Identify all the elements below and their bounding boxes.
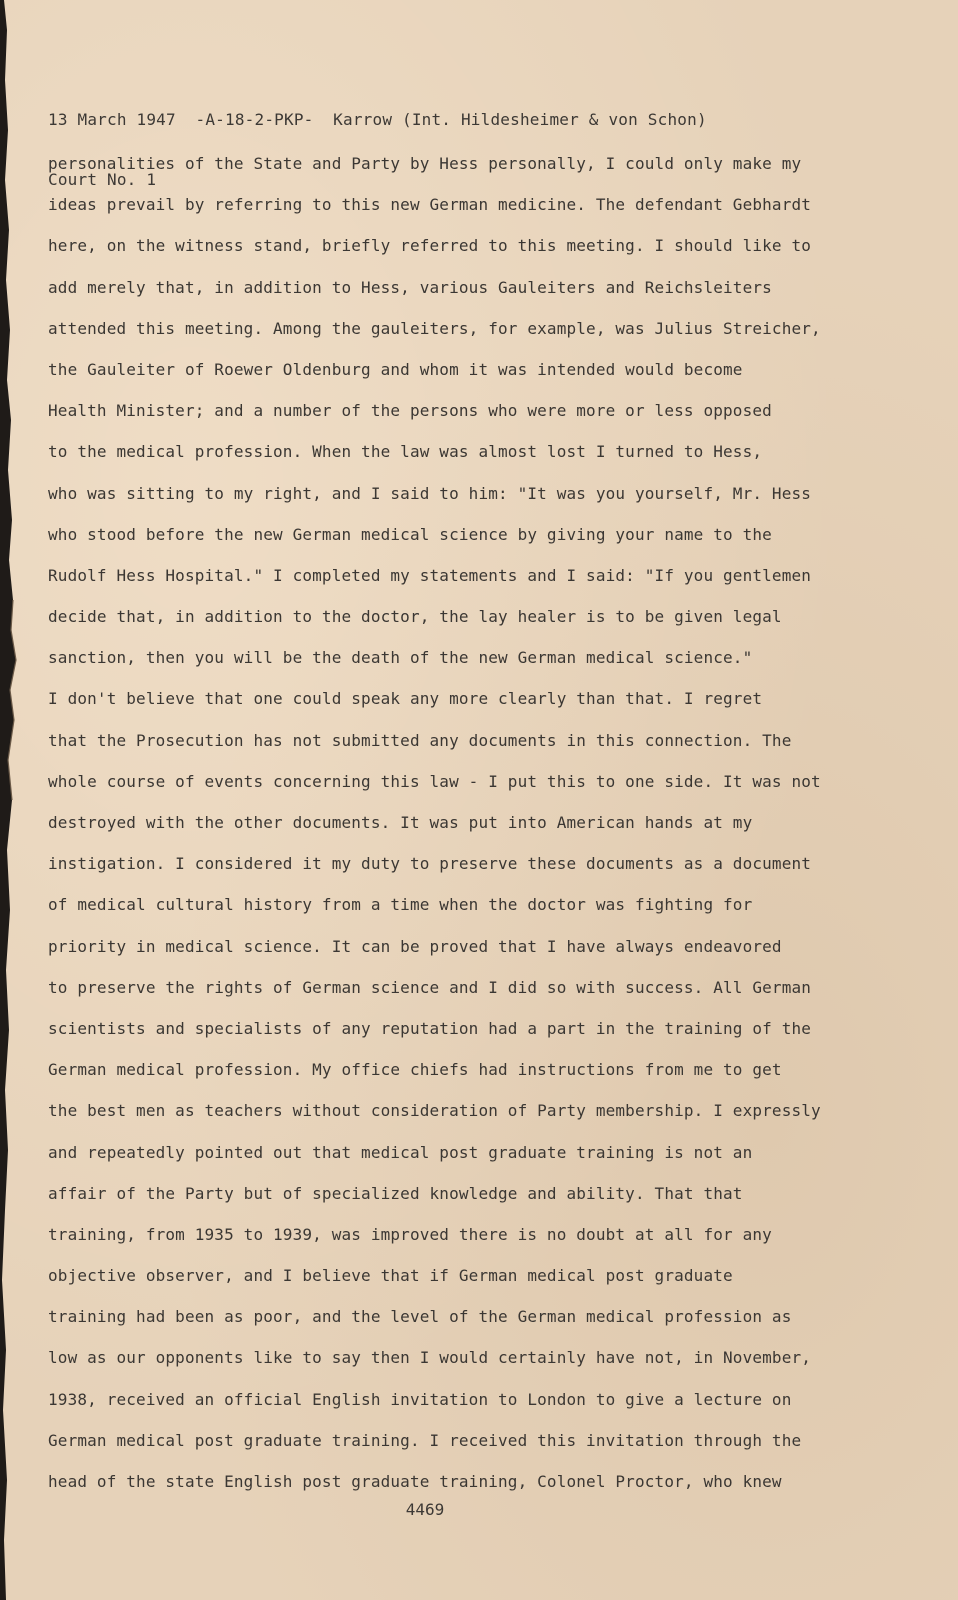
header-court-line: Court No. 1 [48,170,157,189]
text-line: training, from 1935 to 1939, was improved there is no doubt at all for any [48,1224,772,1244]
text-line: here, on the witness stand, briefly referred to this meeting. I should like to [48,236,812,256]
text-line: I don't believe that one could speak any more clearly than that. I regret [48,689,763,709]
text-line: 1938, received an official English invitation to London to give a lecture on [48,1389,792,1409]
text-line: Rudolf Hess Hospital." I completed my statements and I said: "If you gentlemen [48,565,812,585]
text-line: the Gauleiter of Roewer Oldenburg and whom it was intended would become [48,359,743,379]
text-line: add merely that, in addition to Hess, various Gauleiters and Reichsleiters [48,277,772,297]
text-line: to preserve the rights of German science and I did so with success. All German [48,977,812,997]
text-line: attended this meeting. Among the gauleiters, for example, was Julius Streicher, [48,318,821,338]
text-line: decide that, in addition to the doctor, the lay healer is to be given legal [48,607,782,627]
page-number: 4469 [405,1500,445,1519]
text-line: ideas prevail by referring to this new German medicine. The defendant Gebhardt [48,195,812,215]
text-line: instigation. I considered it my duty to preserve these documents as a document [48,854,812,874]
text-line: priority in medical science. It can be proved that I have always endeavored [48,936,782,956]
text-line: destroyed with the other documents. It was put into American hands at my [48,813,753,832]
text-line: of medical cultural history from a time when the doctor was fighting for [48,895,753,915]
text-line: whole course of events concerning this law - I put this to one side. It was not [48,771,821,791]
text-line: and repeatedly pointed out that medical post graduate training is not an [48,1142,753,1162]
text-line: that the Prosecution has not submitted any documents in this connection. The [48,730,792,750]
text-line: Health Minister; and a number of the persons who were more or less opposed [48,401,772,421]
text-line: to the medical profession. When the law was almost lost I turned to Hess, [48,442,763,462]
text-line: scientists and specialists of any reputation had a part in the training of the [48,1018,812,1038]
text-line: German medical post graduate training. I received this invitation through the [48,1430,802,1450]
text-line: low as our opponents like to say then I would certainly have not, in November, [48,1348,812,1368]
text-line: objective observer, and I believe that if German medical post graduate [48,1266,733,1286]
text-line: who stood before the new German medical science by giving your name to the [48,524,772,544]
transcript-body [48,152,928,1511]
text-line: who was sitting to my right, and I said to him: "It was you yourself, Mr. Hess [48,483,812,503]
text-line: German medical profession. My office chiefs had instructions from me to get [48,1060,782,1080]
text-line: head of the state English post graduate training, Colonel Proctor, who knew [48,1472,782,1491]
text-line: personalities of the State and Party by Hess personally, I could only make my [48,154,802,173]
text-line: training had been as poor, and the level of the German medical profession as [48,1307,792,1327]
text-line: sanction, then you will be the death of the new German medical science." [48,648,753,668]
header-date-line: 13 March 1947 -A-18-2-PKP- Karrow (Int. Hildesheimer & von Schon) [48,110,707,129]
text-line: the best men as teachers without consideration of Party membership. I expressly [48,1101,821,1121]
torn-left-edge [0,0,22,1600]
text-line: affair of the Party but of specialized knowledge and ability. That that [48,1183,743,1203]
